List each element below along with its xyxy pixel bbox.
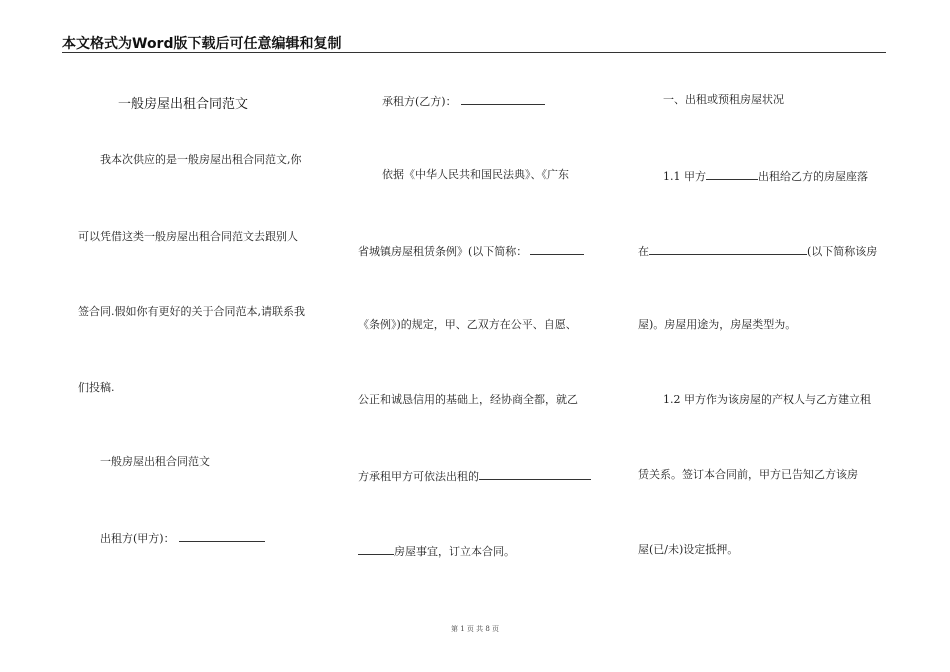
paragraph-line: 赁关系。签订本合同前，甲方已告知乙方该房 [638, 468, 858, 481]
paragraph-line: 1.2 甲方作为该房屋的产权人与乙方建立租 [663, 393, 871, 406]
paragraph-line: 签合同.假如你有更好的关于合同范本,请联系我 [78, 305, 305, 318]
paragraph-line: 屋)。房屋用途为，房屋类型为。 [638, 318, 797, 331]
paragraph-text: (以下简称该房 [807, 245, 878, 258]
paragraph-text: 房屋事宜，订立本合同。 [394, 545, 515, 558]
paragraph-text: 在 [638, 245, 649, 258]
short-name-blank [530, 243, 584, 255]
paragraph-line [358, 543, 515, 559]
paragraph-line: 可以凭借这类一般房屋出租合同范文去跟别人 [78, 230, 298, 243]
paragraph-line [358, 468, 591, 484]
paragraph-line: 们投稿. [78, 381, 115, 394]
lessor-line [100, 530, 265, 546]
paragraph-line [663, 168, 868, 184]
document-header-title: 本文格式为Word版下载后可任意编辑和复制 [62, 36, 342, 52]
paragraph-text: 省城镇房屋租赁条例》(以下简称： [358, 245, 528, 258]
lessee-name-blank [461, 93, 545, 105]
page-number: 第 1 页 共 8 页 [450, 625, 500, 633]
contract-subtitle: 一般房屋出租合同范文 [100, 455, 210, 468]
document-title: 一般房屋出租合同范文 [118, 97, 249, 112]
lessee-label: 承租方(乙方)： [382, 95, 457, 108]
paragraph-line: 屋(已/未)设定抵押。 [638, 543, 739, 556]
paragraph-line: 依据《中华人民共和国民法典》、《广东 [382, 168, 569, 181]
header-divider [62, 52, 886, 53]
paragraph-text: 出租给乙方的房屋座落 [758, 170, 868, 183]
lessor-name-blank [179, 530, 265, 542]
clause-number: 1.1 甲方 [663, 170, 706, 183]
property-blank [479, 468, 591, 480]
section-heading: 一、出租或预租房屋状况 [663, 93, 784, 106]
paragraph-line: 《条例》)的规定，甲、乙双方在公平、自愿、 [358, 318, 577, 331]
paragraph-line [638, 243, 877, 259]
property-blank-continued [358, 543, 394, 555]
lessee-line [382, 93, 545, 109]
paragraph-line: 我本次供应的是一般房屋出租合同范文,你 [100, 153, 302, 166]
paragraph-line [358, 243, 584, 259]
lessor-label: 出租方(甲方)： [100, 532, 175, 545]
paragraph-line: 公正和诚恳信用的基础上，经协商全都，就乙 [358, 393, 578, 406]
address-blank [649, 243, 807, 255]
paragraph-text: 方承租甲方可依法出租的 [358, 470, 479, 483]
lessor-blank [706, 168, 758, 180]
